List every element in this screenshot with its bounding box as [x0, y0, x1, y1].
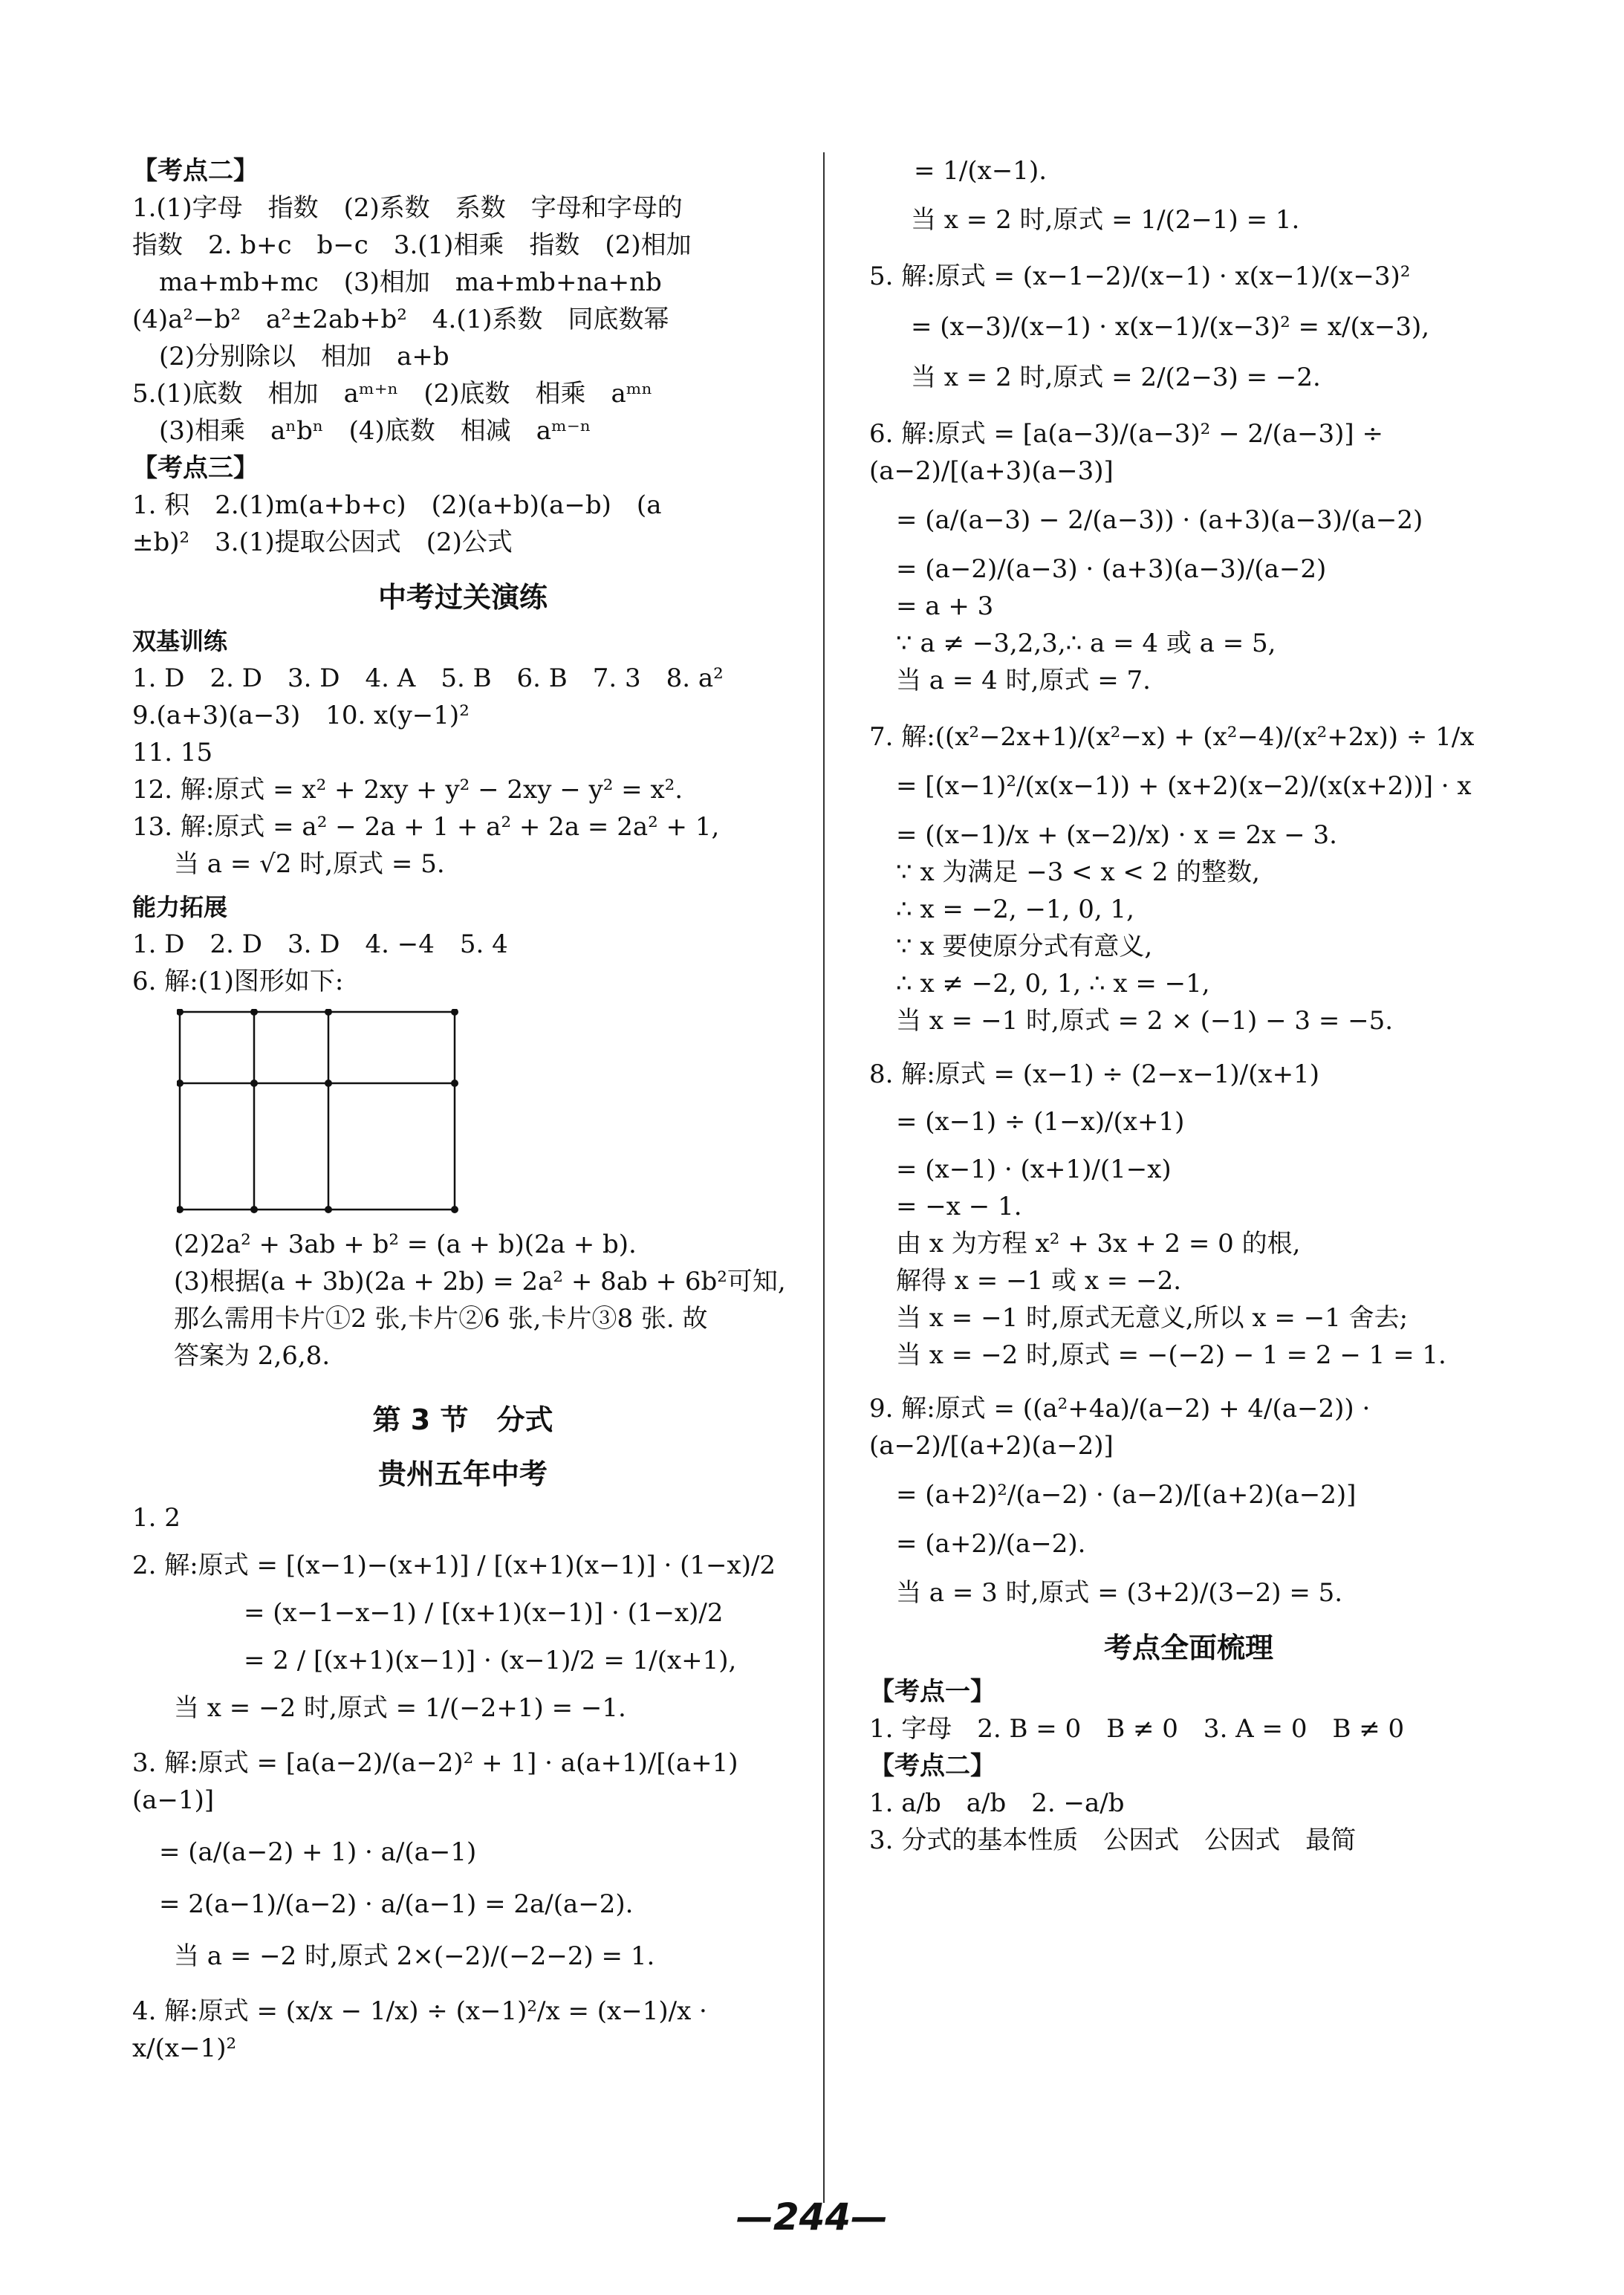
kd3-line-0: 1. 积 2.(1)m(a+b+c) (2)(a+b)(a−b) (a: [132, 490, 662, 520]
q8-line-5: 解得 x = −1 或 x = −2.: [896, 1266, 1182, 1296]
q6-line-5: 当 a = 4 时,原式 = 7.: [896, 666, 1151, 695]
kd3-line-1: ±b)² 3.(1)提取公因式 (2)公式: [132, 528, 513, 557]
q7-line-6: ∴ x ≠ −2, 0, 1, ∴ x = −1,: [896, 969, 1210, 999]
top-line-1: 当 x = 2 时,原式 = 1/(2−1) = 1.: [911, 205, 1300, 235]
gz-line-0: 1. 2: [132, 1503, 181, 1533]
gz-line-5: 3. 解:原式 = [a(a−2)/(a−2)² + 1] · a(a+1)/[(a+1)(a−1)]: [132, 1748, 738, 1815]
top-line-0: = 1/(x−1).: [914, 156, 1048, 186]
q5-line-1: = (x−3)/(x−1) · x(x−1)/(x−3)² = x/(x−3),: [911, 312, 1430, 342]
kaodian-2-header: 【考点二】: [132, 156, 259, 186]
q6-line-2: = (a−2)/(a−3) · (a+3)(a−3)/(a−2): [896, 554, 1327, 584]
q6-line-0: 6. 解:原式 = [a(a−3)/(a−3)² − 2/(a−3)] ÷ (a−2)/[(a+3)(a−3)]: [869, 419, 1391, 486]
kd2-line-6: (3)相乘 aⁿbⁿ (4)底数 相减 aᵐ⁻ⁿ: [159, 416, 591, 446]
kaodian-2b-header: 【考点二】: [869, 1751, 995, 1781]
rectangle-grid-figure: [177, 1009, 459, 1214]
subsection-title-nengli: 能力拓展: [132, 893, 228, 921]
section-title-kaodian-quanmian: 考点全面梳理: [1103, 1632, 1273, 1664]
gz-line-2: = (x−1−x−1) / [(x+1)(x−1)] · (1−x)/2: [244, 1598, 724, 1628]
kaodian-2-content: [132, 189, 793, 449]
q8-line-4: 由 x 为方程 x² + 3x + 2 = 0 的根,: [896, 1229, 1301, 1259]
gz-line-3: = 2 / [(x+1)(x−1)] · (x−1)/2 = 1/(x+1),: [244, 1646, 737, 1675]
nl-after-0: (2)2a² + 3ab + b² = (a + b)(2a + b).: [174, 1230, 637, 1259]
gz-line-6: = (a/(a−2) + 1) · a/(a−1): [159, 1837, 477, 1867]
section-title-zhongkao: 中考过关演练: [377, 581, 548, 614]
q7-line-1: = [(x−1)²/(x(x−1)) + (x+2)(x−2)/(x(x+2))] · x: [896, 771, 1472, 801]
gz-line-9: 4. 解:原式 = (x/x − 1/x) ÷ (x−1)²/x = (x−1)/x · x/(x−1)²: [132, 1996, 715, 2063]
q8-line-0: 8. 解:原式 = (x−1) ÷ (2−x−1)/(x+1): [869, 1059, 1319, 1089]
q5-line-0: 5. 解:原式 = (x−1−2)/(x−1) · x(x−1)/(x−3)²: [869, 262, 1411, 291]
q7-line-4: ∴ x = −2, −1, 0, 1,: [896, 895, 1134, 924]
sj-line-5: 当 a = √2 时,原式 = 5.: [174, 849, 445, 879]
column-divider: [823, 152, 825, 2203]
kd2-line-3: (4)a²−b² a²±2ab+b² 4.(1)系数 同底数幂: [132, 305, 669, 334]
q7-line-2: = ((x−1)/x + (x−2)/x) · x = 2x − 3.: [896, 820, 1337, 850]
gz-line-7: = 2(a−1)/(a−2) · a/(a−1) = 2a/(a−2).: [159, 1889, 634, 1919]
q5-line-2: 当 x = 2 时,原式 = 2/(2−3) = −2.: [911, 363, 1321, 392]
kd2-line-1: 指数 2. b+c b−c 3.(1)相乘 指数 (2)相加: [132, 230, 692, 260]
q9-line-1: = (a+2)²/(a−2) · (a−2)/[(a+2)(a−2)]: [896, 1480, 1357, 1510]
nl-line-0: 1. D 2. D 3. D 4. −4 5. 4: [132, 929, 508, 959]
q7-line-5: ∵ x 要使原分式有意义,: [896, 932, 1153, 961]
nl-after-1: (3)根据(a + 3b)(2a + 2b) = 2a² + 8ab + 6b²可知,: [174, 1267, 786, 1296]
kd1-line-0: 1. 字母 2. B = 0 B ≠ 0 3. A = 0 B ≠ 0: [869, 1714, 1405, 1744]
q8-line-6: 当 x = −1 时,原式无意义,所以 x = −1 舍去;: [896, 1303, 1409, 1333]
sj-line-2: 11. 15: [132, 738, 213, 767]
q8-line-7: 当 x = −2 时,原式 = −(−2) − 1 = 2 − 1 = 1.: [896, 1340, 1446, 1370]
kaodian-3-header: 【考点三】: [132, 453, 259, 483]
q6-line-4: ∵ a ≠ −3,2,3,∴ a = 4 或 a = 5,: [896, 629, 1276, 658]
kaodian-1-header: 【考点一】: [869, 1677, 995, 1707]
q8-line-3: = −x − 1.: [896, 1192, 1022, 1221]
kd2-line-0: 1.(1)字母 指数 (2)系数 系数 字母和字母的: [132, 193, 683, 223]
q9-line-2: = (a+2)/(a−2).: [896, 1529, 1086, 1559]
grid-svg: [177, 1009, 459, 1214]
left-column: [132, 152, 793, 2067]
q7-line-3: ∵ x 为满足 −3 < x < 2 的整数,: [896, 857, 1260, 887]
grid-outer-rect: [180, 1012, 455, 1210]
q8-line-2: = (x−1) · (x+1)/(1−x): [896, 1155, 1172, 1184]
section-title-fenshi: 第 3 节 分式: [372, 1403, 553, 1436]
nl-after-2: 那么需用卡片①2 张,卡片②6 张,卡片③8 张. 故: [174, 1304, 708, 1334]
q6-line-1: = (a/(a−3) − 2/(a−3)) · (a+3)(a−3)/(a−2): [896, 505, 1423, 535]
page-number: —244—: [735, 2195, 889, 2239]
gz-line-1: 2. 解:原式 = [(x−1)−(x+1)] / [(x+1)(x−1)] · (1−x)/2: [132, 1551, 776, 1580]
right-column: [869, 152, 1508, 1859]
gz-line-4: 当 x = −2 时,原式 = 1/(−2+1) = −1.: [174, 1693, 626, 1723]
sj-line-1: 9.(a+3)(a−3) 10. x(y−1)²: [132, 701, 470, 730]
kd2b-line-1: 3. 分式的基本性质 公因式 公因式 最简: [869, 1825, 1357, 1855]
q7-line-7: 当 x = −1 时,原式 = 2 × (−1) − 3 = −5.: [896, 1006, 1394, 1036]
q8-line-1: = (x−1) ÷ (1−x)/(x+1): [896, 1107, 1185, 1137]
subsection-title-shuangji: 双基训练: [132, 627, 228, 655]
kd2b-line-0: 1. a/b a/b 2. −a/b: [869, 1788, 1125, 1818]
q9-line-0: 9. 解:原式 = ((a²+4a)/(a−2) + 4/(a−2)) · (a−2)/[(a+2)(a−2)]: [869, 1394, 1379, 1461]
section-title-guizhou: 贵州五年中考: [377, 1458, 548, 1490]
sj-line-4: 13. 解:原式 = a² − 2a + 1 + a² + 2a = 2a² + 1,: [132, 812, 720, 842]
q9-line-3: 当 a = 3 时,原式 = (3+2)/(3−2) = 5.: [896, 1578, 1343, 1608]
kd2-line-4: (2)分别除以 相加 a+b: [159, 342, 449, 371]
kd2-line-5: 5.(1)底数 相加 aᵐ⁺ⁿ (2)底数 相乘 aᵐⁿ: [132, 379, 653, 409]
q7-line-0: 7. 解:((x²−2x+1)/(x²−x) + (x²−4)/(x²+2x)) ÷ 1/x: [869, 722, 1475, 752]
nl-line-1: 6. 解:(1)图形如下:: [132, 967, 344, 996]
nl-after-3: 答案为 2,6,8.: [174, 1341, 331, 1371]
q6-line-3: = a + 3: [896, 591, 994, 621]
sj-line-0: 1. D 2. D 3. D 4. A 5. B 6. B 7. 3 8. a²: [132, 663, 724, 693]
kd2-line-2: ma+mb+mc (3)相加 ma+mb+na+nb: [159, 267, 662, 297]
gz-line-8: 当 a = −2 时,原式 2×(−2)/(−2−2) = 1.: [174, 1941, 655, 1971]
sj-line-3: 12. 解:原式 = x² + 2xy + y² − 2xy − y² = x².: [132, 775, 683, 805]
